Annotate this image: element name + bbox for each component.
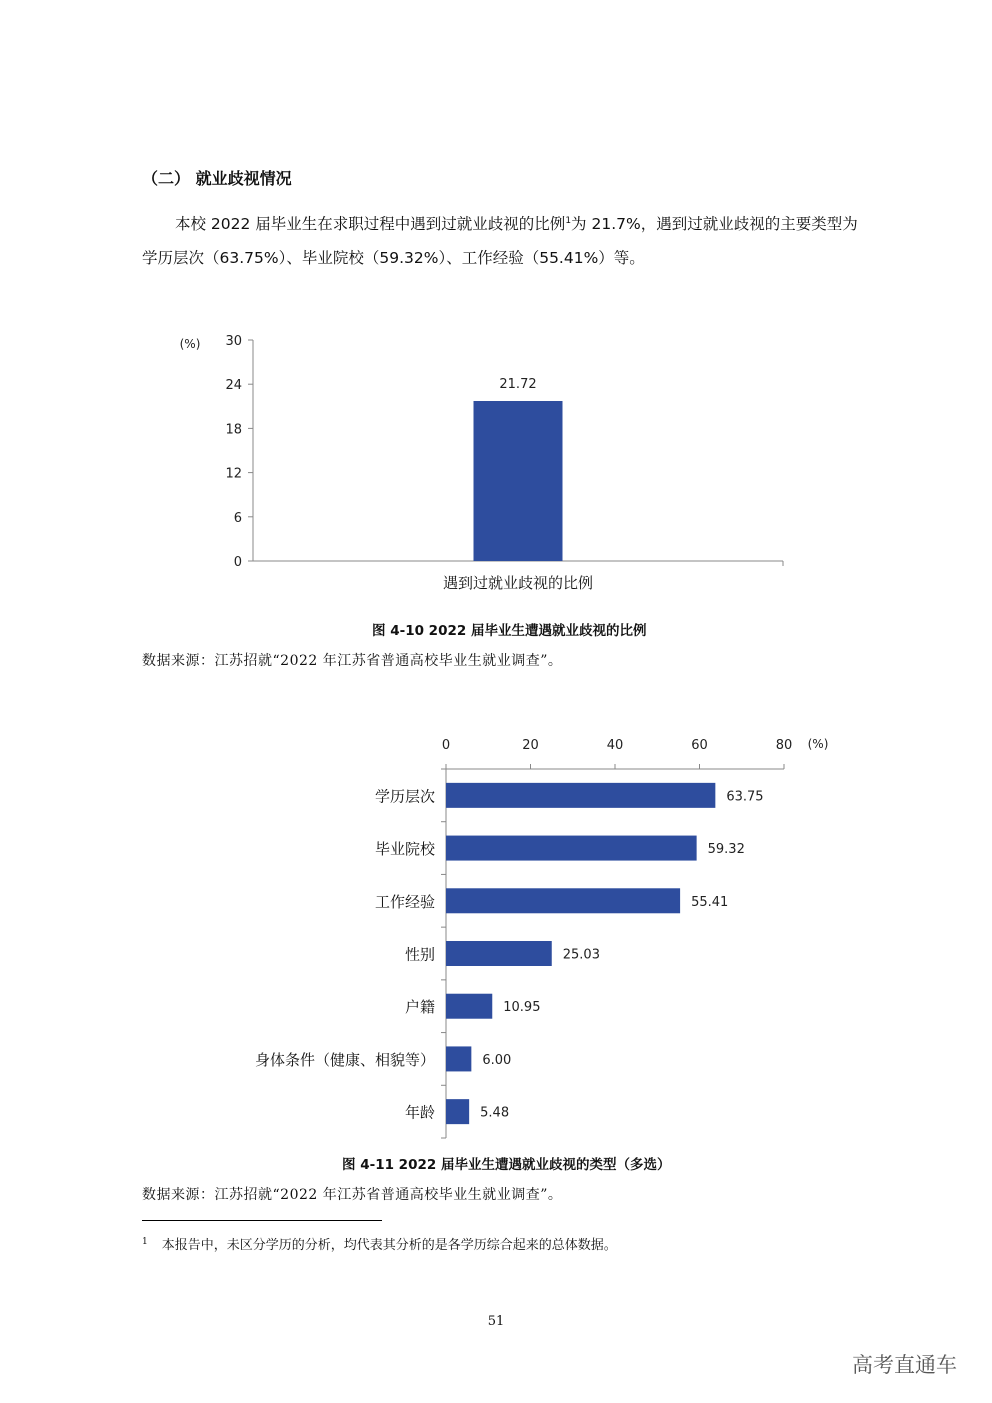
chart1-y-tick-label: 24: [225, 378, 242, 394]
chart2-value-label: 55.41: [691, 894, 729, 910]
figure-4-11-caption: 图 4-11 2022 届毕业生遭遇就业歧视的类型（多选）: [342, 1157, 671, 1173]
chart2-value-label: 10.95: [503, 1000, 541, 1016]
chart2-x-tick-label: 40: [606, 738, 624, 753]
chart1-bar: [474, 401, 563, 561]
chart2-value-label: 63.75: [726, 789, 764, 805]
chart2-value-label: 5.48: [480, 1105, 510, 1121]
chart2-category-label: 工作经验: [374, 892, 435, 911]
chart1-unit-label: (%): [179, 337, 201, 351]
watermark: 高考直通车: [852, 1353, 957, 1377]
footnote: [142, 1234, 617, 1253]
chart2-x-tick-label: 60: [691, 738, 708, 753]
chart2-unit-label: (%): [807, 737, 829, 751]
chart2-bar: [446, 836, 697, 861]
chart2-x-tick-label: 80: [775, 738, 793, 753]
figure-4-10-caption: 图 4-10 2022 届毕业生遭遇就业歧视的比例: [372, 623, 647, 639]
figure-4-10-source: 数据来源：江苏招就“2022 年江苏省普通高校毕业生就业调查”。: [142, 653, 563, 669]
chart1-category-label: 遇到过就业歧视的比例: [442, 574, 594, 592]
chart2-bar: [446, 888, 680, 913]
chart2-bar: [446, 1046, 471, 1071]
chart2-value-label: 25.03: [562, 947, 600, 963]
chart2-value-label: 6.00: [482, 1052, 512, 1068]
paragraph-text-2: 为 21.7%，遇到过就业歧视的主要类型为学历层次（63.75%）、毕业院校（59.32%）、工作经验（55.41%）等。: [142, 215, 858, 267]
chart2-category-label: 学历层次: [374, 787, 435, 806]
footnote-text: 本报告中，未区分学历的分析，均代表其分析的是各学历综合起来的总体数据。: [161, 1238, 617, 1253]
section-heading: （二） 就业歧视情况: [142, 169, 292, 188]
paragraph-text-1: 本校 2022 届毕业生在求职过程中遇到过就业歧视的比例: [175, 215, 566, 233]
chart2-bar: [446, 1099, 469, 1124]
footnote-divider: [142, 1220, 382, 1221]
chart1-y-tick-label: 12: [225, 466, 242, 482]
footnote-ref[interactable]: 1: [565, 215, 572, 226]
chart2-category-label: 户籍: [404, 998, 435, 1017]
chart2-bar: [446, 941, 552, 966]
chart2-category-label: 毕业院校: [374, 840, 435, 859]
chart2-category-label: 身体条件（健康、相貌等）: [254, 1050, 435, 1069]
chart2-bar: [446, 783, 715, 808]
chart2-value-label: 59.32: [707, 842, 745, 858]
footnote-marker: 1: [142, 1236, 148, 1247]
chart2-category-label: 年龄: [404, 1103, 435, 1122]
chart2-x-tick-label: 0: [441, 738, 451, 753]
chart2-bar: [446, 994, 492, 1019]
figure-4-11-source: 数据来源：江苏招就“2022 年江苏省普通高校毕业生就业调查”。: [142, 1187, 563, 1203]
page-number: 51: [487, 1314, 505, 1329]
chart1-y-tick-label: 18: [225, 422, 242, 438]
chart1-y-tick-label: 6: [233, 510, 242, 526]
chart1-y-tick-label: 0: [233, 555, 242, 570]
chart2-x-tick-label: 20: [522, 738, 539, 753]
chart1-y-tick-label: 30: [225, 334, 242, 349]
chart1-value-label: 21.72: [499, 376, 537, 392]
chart2-category-label: 性别: [404, 945, 435, 964]
